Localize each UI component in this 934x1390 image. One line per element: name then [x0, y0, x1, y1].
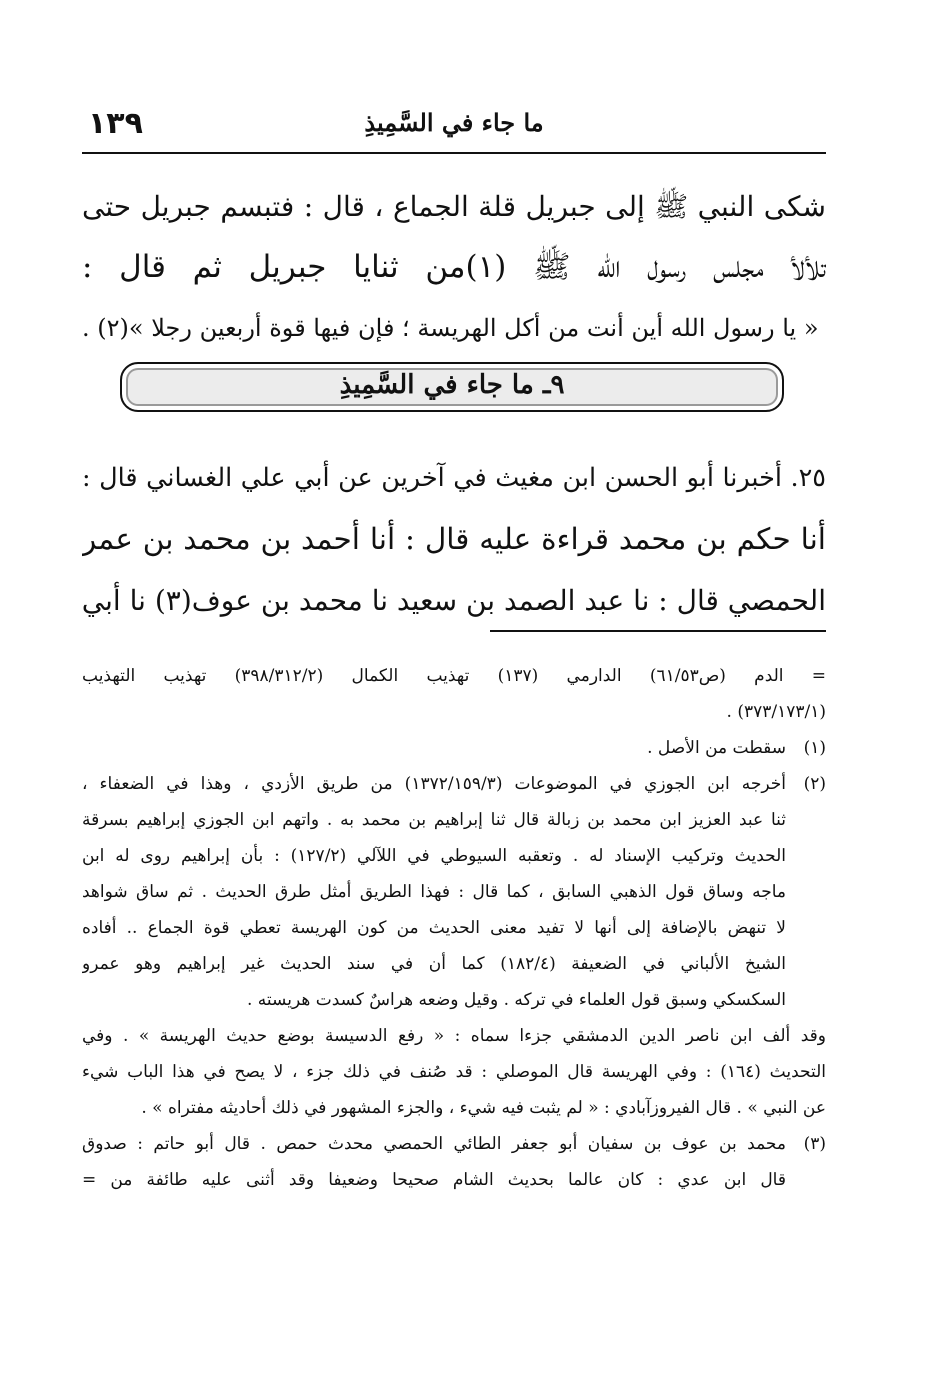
chapter-heading-frame	[120, 362, 784, 412]
footnote-line: سقطت من الأصل .	[647, 738, 786, 758]
page-header	[82, 100, 826, 154]
footnote-line: لا تنهض بالإضافة إلى أنها لا تفيد معنى الحديث من كون الهريسة تعطي قوة الجماع .. أفاده	[82, 918, 786, 938]
footnote-line: عن النبي » . قال الفيروزآبادي : « لم يثبت فيه شيء ، والجزء المشهور في ذلك أحاديثه مفتراه » .	[141, 1098, 826, 1118]
footnote-separator	[490, 630, 826, 632]
intro-paragraph	[82, 176, 826, 359]
footnote-line: أخرجه ابن الجوزي في الموضوعات (١٣٧٢/١٥٩/٣) من طريق الأزدي ، وهذا في الضعفاء ،	[82, 774, 786, 794]
footnote-continuation	[82, 658, 826, 730]
intro-line: « يا رسول الله أين أنت من أكل الهريسة ؛ فإن فيها قوة أربعين رجلا »(٢) .	[82, 314, 819, 342]
footnote-line: السكسكي وسبق قول العلماء في تركه . وقيل وضعه هراسٌ كسدت هريسته .	[247, 990, 786, 1010]
footnote-line: الشيخ الألباني في الضعيفة (١٨٢/٤) كما أن في سند الحديث غير إبراهيم وهو عمرو	[82, 954, 786, 974]
footnote-line: التحديث (١٦٤) : وفي الهريسة قال الموصلي : قد صُنف في ذلك جزء ، لا يصح في هذا الباب شيء	[82, 1062, 826, 1082]
footnote-line: ماجه وساق قول الذهبي السابق ، كما قال : فهذا الطريق أمثل طرق الحديث . ثم ساق شواهد	[82, 882, 786, 902]
footnote-2-addendum	[82, 1018, 826, 1126]
intro-line: تلألأ مجلس رسول الله ﷺ (١)من ثنايا جبريل ثم قال :	[82, 249, 826, 285]
hadith-line: ٢٥. أخبرنا أبو الحسن ابن مغيث في آخرين عن أبي علي الغساني قال :	[82, 463, 826, 493]
hadith-paragraph	[82, 448, 826, 631]
chapter-title: ٩ـ ما جاء في السَّمِيذِ	[339, 370, 565, 400]
intro-line: شكى النبي ﷺ إلى جبريل قلة الجماع ، قال : فتبسم جبريل حتى	[82, 190, 826, 223]
footnote-1	[82, 730, 826, 766]
footnote-number: (١)	[803, 738, 826, 758]
footnote-line: قال ابن عدي : كان عالما بحديث الشام صحيحا وضعيفا وقد أثنى عليه طائفة من =	[82, 1170, 786, 1190]
footnote-line: وقد ألف ابن ناصر الدين الدمشقي جزءا سماه : « رفع الدسيسة بوضع حديث الهريسة » . وفي	[82, 1026, 826, 1046]
footnote-number: (٢)	[803, 774, 826, 794]
footnote-2	[82, 766, 826, 1018]
hadith-line: أنا حكم بن محمد قراءة عليه قال : أنا أحمد بن محمد بن عمر	[82, 522, 826, 556]
footnote-line: ثنا عبد العزيز ابن محمد بن زبالة قال ثنا إبراهيم بن محمد به . واتهم ابن الجوزي إبراهيم بسرقة	[82, 810, 786, 830]
page-number: ١٣٩	[88, 106, 143, 141]
footnote-number: (٣)	[803, 1134, 826, 1154]
footnote-line: الحديث وتركيب الإسناد له . وتعقبه السيوطي في اللآلي (١٢٧/٢) : بأن إبراهيم روى له ابن	[82, 846, 786, 866]
footnote-3	[82, 1126, 826, 1198]
footnotes	[82, 658, 826, 1198]
footnote-line: محمد بن عوف بن سفيان أبو جعفر الطائي الحمصي محدث حمص . قال أبو حاتم : صدوق	[82, 1134, 786, 1154]
footnote-line: = الدم (ص٦١/٥٣) الدارمي (١٣٧) تهذيب الكمال (٣٩٨/٣١٢/٢) تهذيب التهذيب	[82, 666, 826, 686]
running-title: ما جاء في السَّمِيذِ	[364, 108, 544, 137]
hadith-line: الحمصي قال : نا عبد الصمد بن سعيد نا محمد بن عوف(٣) نا أبي	[82, 584, 826, 617]
footnote-line: (٣٧٣/١٧٣/١) .	[726, 702, 826, 722]
